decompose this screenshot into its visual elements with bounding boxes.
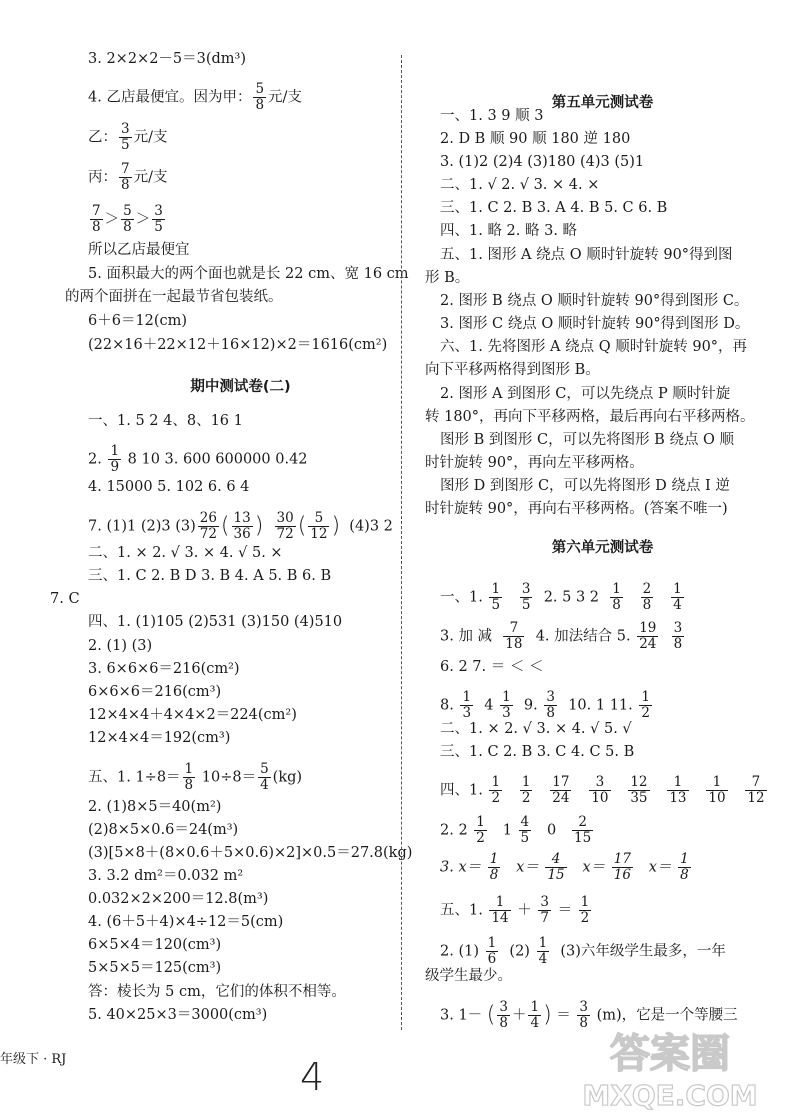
answer-line: 级学生最少。 — [425, 968, 512, 984]
paren: ) — [254, 513, 264, 539]
text: 四、1. — [440, 782, 483, 799]
paren: ( — [486, 1002, 496, 1028]
answer-line: 二、1. × 2. √ 3. × 4. √ 5. × — [88, 545, 283, 561]
fraction: $\frac{4}{15}$ — [547, 851, 565, 883]
fraction: $\frac{3}{8}$ — [499, 999, 508, 1031]
column-divider — [401, 55, 402, 1030]
answer-line — [440, 815, 595, 846]
answer-line: 五、1. 图形 A 绕点 O 顺时针旋转 90°得到图 — [440, 247, 733, 263]
answer-line: 5. 40×25×3＝3000(cm³) — [88, 1007, 268, 1023]
answer-line: 图形 B 到图形 C，可以先将图形 B 绕点 O 顺 — [440, 432, 735, 448]
fraction: $\frac{3}{8}$ — [579, 999, 588, 1031]
text: (2) — [509, 943, 530, 960]
text: ＝ — [556, 1007, 571, 1024]
fraction: $\frac{7}{18}$ — [505, 620, 523, 652]
text: x＝ — [648, 859, 672, 876]
fraction: $\frac{1}{8}$ — [184, 761, 194, 793]
answer-line: 四、1. (1)105 (2)531 (3)150 (4)510 — [88, 614, 343, 630]
fraction: $\frac{19}{24}$ — [639, 620, 657, 652]
paren: ( — [297, 513, 307, 539]
text: 8. — [440, 697, 454, 714]
text: (kg) — [272, 769, 303, 786]
answer-line — [440, 936, 726, 967]
text: 元/支 — [133, 169, 168, 186]
answer-line: 2. 图形 B 绕点 O 顺时针旋转 90°得到图形 C。 — [440, 293, 749, 309]
fraction: $\frac{17}{16}$ — [613, 851, 631, 883]
answer-line: (3)[5×8＋(8×0.6＋5×0.6)×2]×0.5＝27.8(kg) — [88, 845, 413, 861]
answer-line: 四、1. 略 2. 略 3. 略 — [440, 223, 578, 239]
fraction: $\frac{5}{8}$ — [123, 203, 132, 235]
fraction: $\frac{1}{14}$ — [491, 894, 509, 926]
text: (m)，它是一个等腰三 — [596, 1007, 738, 1024]
watermark-logo — [560, 1025, 780, 1113]
answer-line: 6×6×6＝216(cm³) — [88, 684, 222, 700]
text: 五、1. 1÷8＝ — [88, 769, 181, 786]
answer-line — [88, 204, 167, 235]
text: 3. 加 减 — [440, 628, 493, 645]
answer-line: 形 B。 — [425, 270, 470, 286]
answer-line: (2)8×5×0.6＝24(m³) — [88, 822, 239, 838]
text: ＞ — [135, 211, 151, 228]
fraction: $\frac{3}{5}$ — [121, 121, 130, 153]
answer-line — [440, 775, 769, 806]
text: 2. (1) — [440, 943, 479, 960]
answer-line: 向下平移两格得到图形 B。 — [425, 362, 600, 378]
answer-line: 答：棱长为 5 cm，它们的体积不相等。 — [88, 984, 346, 1000]
fraction: $\frac{4}{5}$ — [520, 814, 530, 846]
fraction: $\frac{1}{6}$ — [487, 935, 497, 967]
fraction: $\frac{5}{8}$ — [255, 81, 265, 113]
answer-line: 图形 D 到图形 C，可以先将图形 D 绕点 I 逆 — [440, 478, 730, 494]
answer-line — [88, 82, 302, 113]
answer-line: 4. (6＋5＋4)×4÷12＝5(cm) — [88, 914, 284, 930]
text: 9. — [523, 697, 538, 714]
text: 0 — [546, 822, 557, 839]
answer-line: 3. 图形 C 绕点 O 顺时针旋转 90°得到图形 D。 — [440, 316, 750, 332]
text: 2. 5 3 2 — [543, 589, 600, 606]
fraction: $\frac{2}{8}$ — [642, 581, 652, 613]
answer-line — [88, 762, 302, 793]
answer-line — [440, 895, 593, 926]
text: 2. — [88, 451, 107, 468]
answer-line: 三、1. C 2. B 3. A 4. B 5. C 6. B — [440, 200, 668, 216]
answer-line: 2. D B 顺 90 顺 180 逆 180 — [440, 131, 631, 147]
handwritten-page-number: 4 — [300, 1055, 325, 1099]
text: 3. 1－ — [440, 1007, 483, 1024]
text: 7. (1)1 (2)3 (3) — [88, 518, 196, 535]
answer-line: 时针旋转 90°，再向右平移两格。(答案不唯一) — [425, 501, 728, 517]
answer-line — [440, 582, 686, 613]
watermark-top: 答案圈 — [610, 1031, 730, 1077]
fraction: $\frac{1}{8}$ — [680, 851, 689, 883]
fraction: $\frac{1}{2}$ — [521, 774, 531, 806]
text: 2. 2 — [440, 822, 468, 839]
answer-line: 二、1. √ 2. √ 3. × 4. × — [440, 177, 600, 193]
fraction: $\frac{1}{3}$ — [462, 689, 472, 721]
section-title: 期中测试卷(二) — [190, 379, 291, 395]
fraction: $\frac{3}{5}$ — [521, 581, 531, 613]
text: x＝ — [516, 859, 539, 876]
fraction: $\frac{7}{8}$ — [92, 203, 101, 235]
answer-line — [88, 122, 167, 153]
paren: ) — [543, 1002, 552, 1028]
fraction: $\frac{1}{13}$ — [669, 774, 687, 806]
answer-line: 5×5×5＝125(cm³) — [88, 960, 222, 976]
text: 乙： — [88, 129, 117, 146]
fraction: $\frac{3}{7}$ — [540, 894, 549, 926]
text: (3)六年级学生最多，一年 — [560, 943, 726, 960]
text: 4. 乙店最便宜。因为甲： — [88, 89, 252, 106]
fraction: $\frac{5}{12}$ — [310, 510, 328, 542]
answer-line: 12×4×4＝192(cm³) — [88, 730, 231, 746]
fraction: $\frac{1}{2}$ — [580, 894, 590, 926]
page-footer: 年级下 · RJ — [0, 1052, 67, 1067]
answer-line: 2. 图形 A 到图形 C，可以先绕点 P 顺时针旋 — [440, 386, 731, 402]
text: ＋ — [517, 902, 532, 919]
fraction: $\frac{2}{15}$ — [574, 814, 592, 846]
fraction: $\frac{1}{2}$ — [476, 814, 485, 846]
text: 10. 1 11. — [568, 697, 633, 714]
answer-line: 时针旋转 90°，再向左平移两格。 — [425, 455, 644, 471]
answer-line: 2. (1)8×5＝40(m²) — [88, 799, 222, 815]
fraction: $\frac{1}{8}$ — [612, 581, 621, 613]
text: 丙： — [88, 169, 117, 186]
answer-line — [88, 511, 393, 542]
text: 4. 加法结合 5. — [535, 628, 631, 645]
answer-line: 3. (1)2 (2)4 (3)180 (4)3 (5)1 — [440, 154, 645, 170]
answer-line: 六、1. 先将图形 A 绕点 Q 顺时针旋转 90°，再 — [440, 339, 748, 355]
section-title: 第五单元测试卷 — [551, 95, 654, 111]
answer-line: 5. 面积最大的两个面也就是长 22 cm、宽 16 cm — [88, 266, 409, 282]
paren: ) — [331, 513, 341, 539]
fraction: $\frac{1}{9}$ — [110, 443, 120, 475]
fraction: $\frac{1}{3}$ — [502, 689, 511, 721]
text: 五、1. — [440, 902, 483, 919]
answer-line: (22×16＋22×12＋16×12)×2＝1616(cm²) — [88, 337, 388, 353]
fraction: $\frac{12}{35}$ — [630, 774, 648, 806]
answer-line: 3. 3.2 dm²＝0.032 m² — [88, 868, 244, 884]
fraction: $\frac{1}{4}$ — [673, 581, 682, 613]
fraction: $\frac{1}{4}$ — [538, 935, 548, 967]
answer-line — [440, 852, 693, 883]
text: ＞ — [104, 211, 120, 228]
answer-line — [440, 690, 654, 721]
text: ＝ — [557, 902, 573, 919]
answer-line: 转 180°，再向下平移两格，最后再向右平移两格。 — [425, 409, 755, 425]
fraction: $\frac{1}{10}$ — [708, 774, 726, 806]
fraction: $\frac{17}{24}$ — [552, 774, 570, 806]
answer-line: 一、1. 3 9 顺 3 — [440, 108, 544, 124]
text: (4)3 2 — [349, 518, 393, 535]
answer-line: 一、1. 5 2 4、8、16 1 — [88, 413, 243, 429]
answer-line — [440, 621, 686, 652]
fraction: $\frac{3}{10}$ — [591, 774, 609, 806]
text: 元/支 — [268, 89, 302, 106]
answer-line: 二、1. × 2. √ 3. × 4. √ 5. √ — [440, 721, 632, 737]
text: 3. x＝ — [440, 859, 482, 876]
text: 10÷8＝ — [197, 769, 257, 786]
fraction: $\frac{1}{2}$ — [491, 774, 501, 806]
answer-line: 0.032×2×200＝12.8(m³) — [88, 891, 269, 907]
fraction: $\frac{5}{4}$ — [260, 761, 269, 793]
section-title: 第六单元测试卷 — [551, 540, 654, 556]
fraction: $\frac{1}{4}$ — [530, 999, 540, 1031]
text: 一、1. — [440, 589, 483, 606]
answer-line: 4. 15000 5. 102 6. 6 4 — [88, 479, 250, 495]
answer-line: 6×5×4＝120(cm³) — [88, 937, 222, 953]
answer-line: 2. (1) (3) — [88, 638, 153, 654]
text: 元/支 — [133, 129, 168, 146]
fraction: $\frac{7}{12}$ — [747, 774, 765, 806]
fraction: $\frac{13}{36}$ — [233, 510, 251, 542]
text: ＋ — [511, 1007, 527, 1024]
watermark-bottom: MXQE.COM — [582, 1079, 758, 1112]
answer-line: 12×4×4＋4×4×2＝224(cm²) — [88, 707, 297, 723]
answer-line — [88, 162, 167, 193]
answer-line: 6. 2 7. ＝ ＜ ＜ — [440, 659, 544, 675]
answer-line: 3. 6×6×6＝216(cm²) — [88, 661, 240, 677]
fraction: $\frac{30}{72}$ — [276, 510, 294, 542]
fraction: $\frac{3}{8}$ — [546, 689, 555, 721]
text: 8 10 3. 600 600000 0.42 — [123, 451, 308, 468]
fraction: $\frac{1}{5}$ — [491, 581, 501, 613]
answer-line: 7. C — [50, 591, 80, 607]
fraction: $\frac{1}{8}$ — [489, 851, 499, 883]
answer-line — [88, 444, 308, 475]
fraction: $\frac{26}{72}$ — [199, 510, 217, 542]
fraction: $\frac{3}{8}$ — [673, 620, 683, 652]
paren: ( — [220, 513, 230, 539]
fraction: $\frac{7}{8}$ — [121, 161, 130, 193]
text: x＝ — [582, 859, 606, 876]
answer-line: 所以乙店最便宜 — [88, 242, 190, 258]
answer-line: 三、1. C 2. B 3. C 4. C 5. B — [440, 744, 635, 760]
text: 1 — [502, 822, 512, 839]
fraction: $\frac{3}{5}$ — [154, 203, 163, 235]
answer-line: 3. 2×2×2－5＝3(dm³) — [88, 51, 247, 67]
answer-line: 的两个面拼在一起最节省包装纸。 — [65, 289, 283, 305]
answer-line: 6＋6＝12(cm) — [88, 313, 188, 329]
answer-line: 三、1. C 2. B D 3. B 4. A 5. B 6. B — [88, 568, 332, 584]
fraction: $\frac{1}{2}$ — [641, 689, 650, 721]
text: 4 — [484, 697, 494, 714]
